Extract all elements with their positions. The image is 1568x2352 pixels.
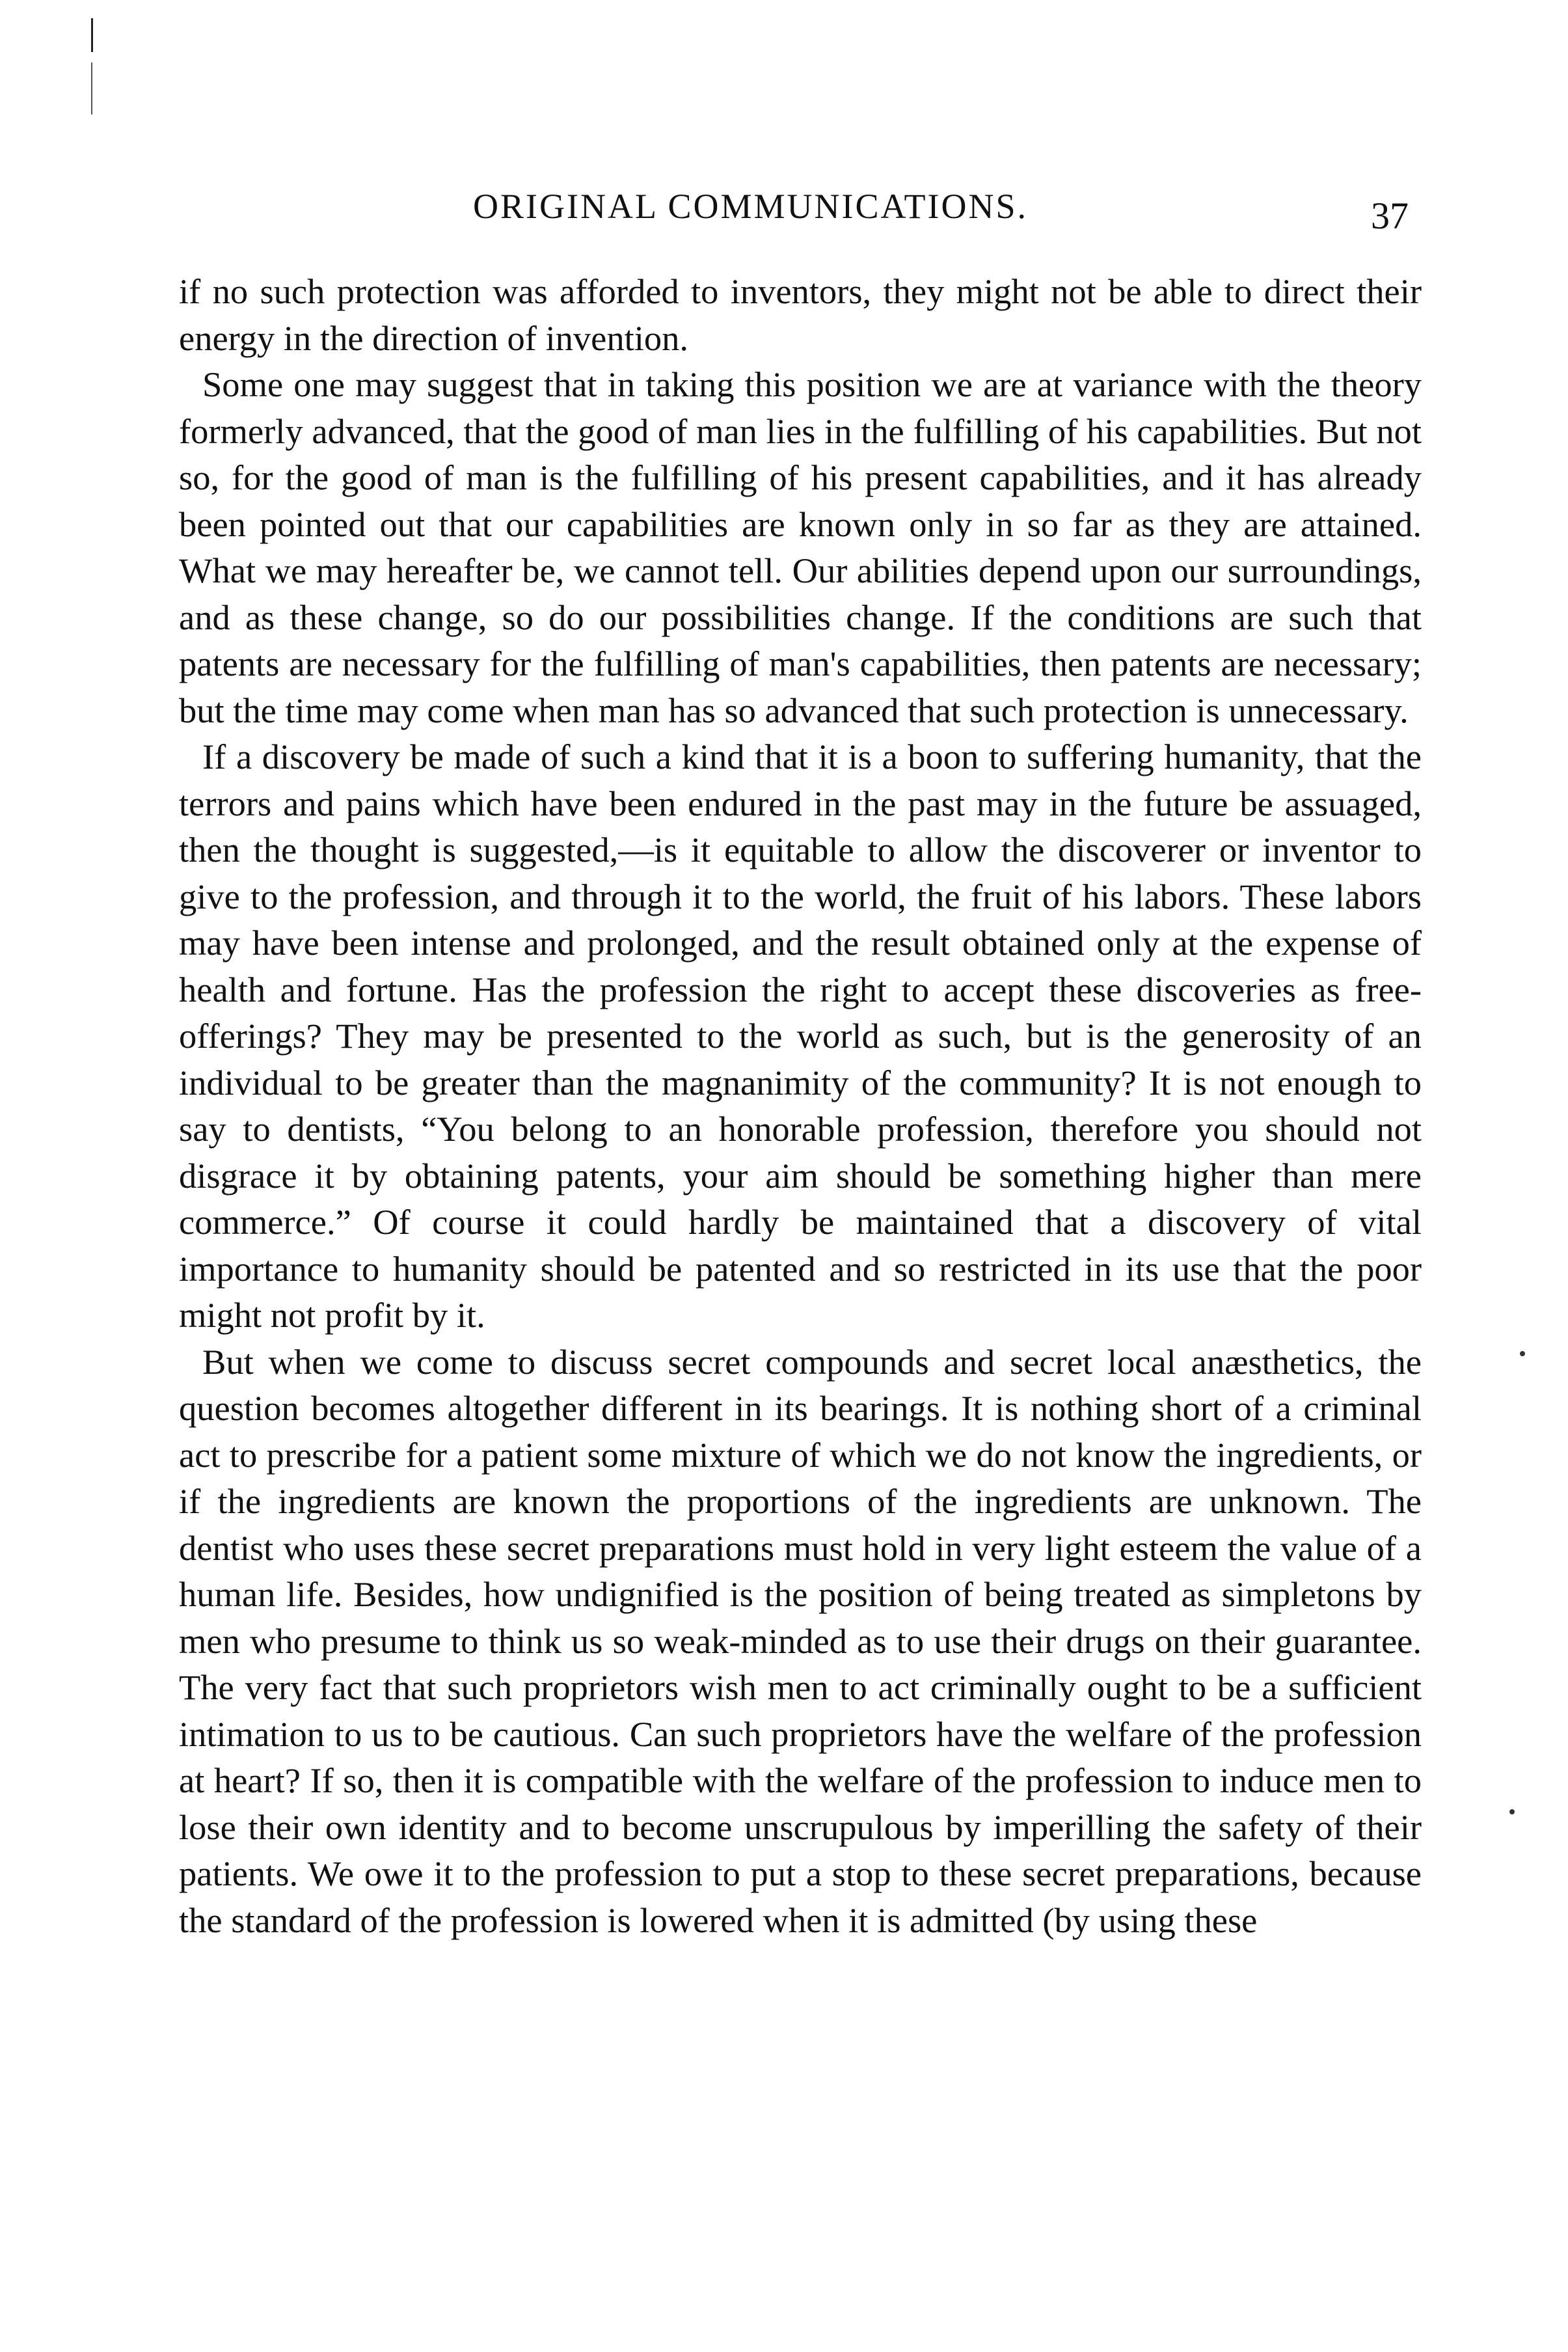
paragraph-continuation: if no such protection was afforded to inventors, they might not be able to direct their energy in the direction of invention.: [179, 271, 1422, 358]
print-speck: [1520, 1351, 1525, 1356]
binding-edge-mark: [91, 18, 93, 52]
paragraph: But when we come to discuss secret compounds and secret local anæsthetics, the question becomes altogether different in its bearings. It is nothing short of a criminal act to prescribe for a patient some mixture of which we do not know the ingredients, or if the ingredients are known the proportions of the ingredients are unknown. The dentist who uses these secret preparations must hold in very light esteem the value of a human life. Besides, how undignified is the position of being treated as simpletons by men who presume to think us so weak-minded as to use their drugs on their guarantee. The very fact that such proprietors wish men to act criminally ought to be a sufficient intimation to us to be cautious. Can such proprietors have the welfare of the profession at heart? If so, then it is compatible with the welfare of the profession to induce men to lose their own identity and to become unscrupulous by imperilling the safety of their patients. We owe it to the profession to put a stop to these secret preparations, because the standard of the profession is lowered when it is admitted (by using these: [179, 1341, 1422, 1940]
page-number: 37: [1371, 195, 1409, 237]
paragraph: If a discovery be made of such a kind that it is a boon to suffering humanity, that the terrors and pains which have been endured in the past may in the future be assuaged, then the thought is suggested,—is it equitable to allow the discoverer or inventor to give to the profession, and through it to the world, the fruit of his labors. These labors may have been intense and prolonged, and the result obtained only at the expense of health and fortune. Has the profession the right to accept these discoveries as free-offerings? They may be presented to the world as such, but is the generosity of an individual to be greater than the magnanimity of the community? It is not enough to say to dentists, “You belong to an honorable profession, therefore you should not disgrace it by obtaining patents, your aim should be something higher than mere commerce.” Of course it could hardly be maintained that a discovery of vital importance to humanity should be patented and so restricted in its use that the poor might not profit by it.: [179, 737, 1422, 1335]
paragraph: Some one may suggest that in taking this position we are at variance with the theory formerly advanced, that the good of man lies in the fulfilling of his capabilities. But not so, for the good of man is the fulfilling of his present capabilities, and it has already been pointed out that our capabilities are known only in so far as they are attained. What we may hereafter be, we cannot tell. Our abilities depend upon our surroundings, and as these change, so do our possibilities change. If the conditions are such that patents are necessary for the fulfilling of man's capabilities, then patents are necessary; but the time may come when man has so advanced that such protection is unnecessary.: [179, 364, 1422, 730]
running-title: ORIGINAL COMMUNICATIONS.: [473, 187, 1028, 226]
binding-edge-mark: [91, 62, 92, 115]
print-speck: [1509, 1809, 1515, 1814]
body-text: [179, 268, 1422, 1943]
running-head: [179, 186, 1409, 238]
